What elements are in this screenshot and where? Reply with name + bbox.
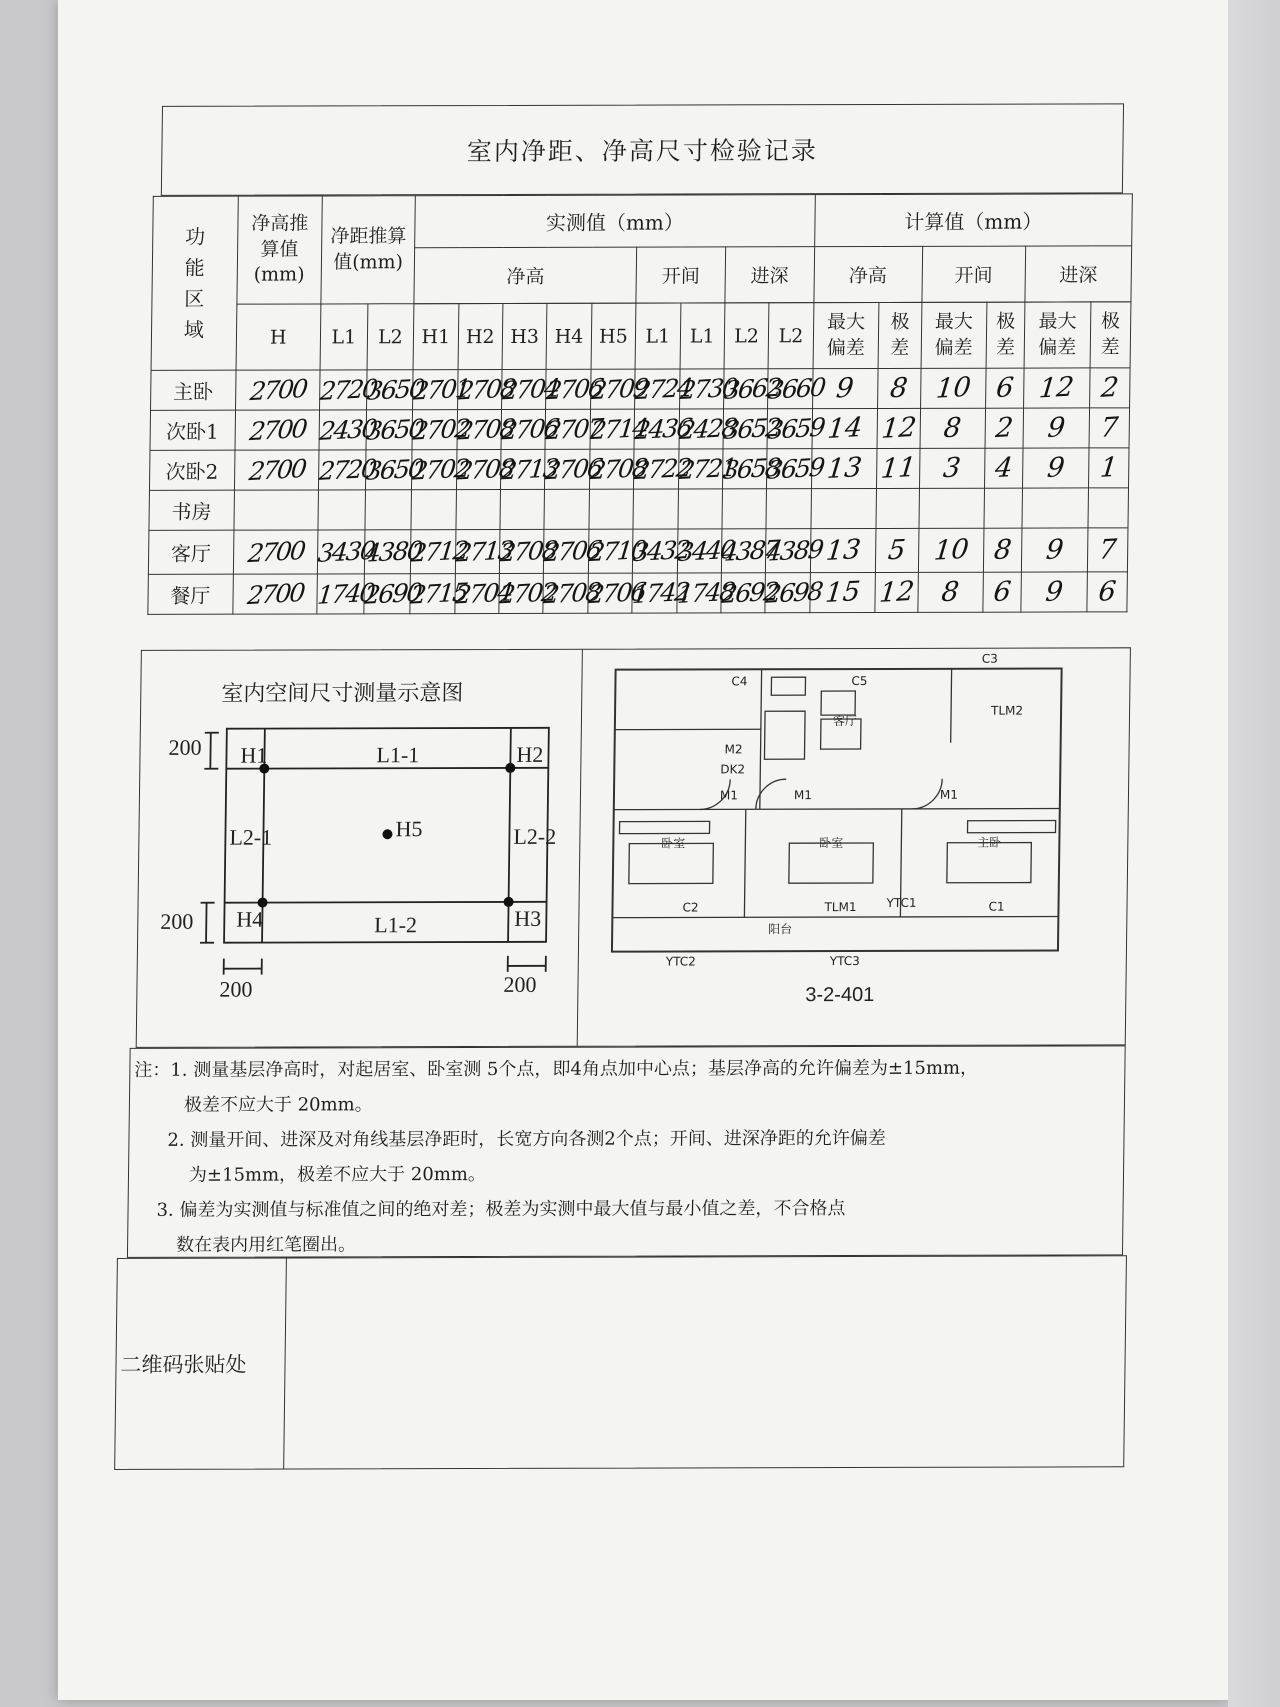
floor-plan-label: YTC1 <box>886 895 917 910</box>
calc-jinshen-header: 进深 <box>1025 246 1132 302</box>
calc-cell <box>1087 528 1128 572</box>
measured-kaijian-header: 开间 <box>636 247 726 303</box>
h1-label: H1 <box>240 742 268 768</box>
handwritten-value: 2709 <box>589 373 649 406</box>
handwritten-value: 2706 <box>544 373 604 406</box>
calc-jinggao-header: 净高 <box>814 246 923 302</box>
handwritten-value: 2700 <box>245 578 305 611</box>
handwritten-calc: 4 <box>993 452 1015 485</box>
handwritten-calc: 6 <box>991 576 1013 609</box>
calc-cell <box>1024 368 1090 408</box>
measured-cell <box>722 409 781 449</box>
measured-cell <box>588 409 648 449</box>
measured-cell <box>678 369 738 409</box>
h3-point <box>504 897 514 907</box>
h2-label: H2 <box>516 741 544 767</box>
dim-right-200: 200 <box>503 971 537 997</box>
l2-2-label: L2-2 <box>513 823 557 849</box>
floor-plan-caption: 3-2-401 <box>805 983 875 1007</box>
qr-code-area <box>114 1255 1127 1470</box>
handwritten-value: 2700 <box>248 374 308 407</box>
calc-cell <box>876 488 919 528</box>
handwritten-value: 2428 <box>677 412 737 445</box>
notes-section <box>127 1045 1126 1258</box>
handwritten-calc: 12 <box>879 412 918 445</box>
measured-cell <box>722 369 782 409</box>
handwritten-calc: 8 <box>888 372 910 405</box>
handwritten-value: 3659 <box>766 412 826 445</box>
background-surface <box>1228 0 1280 1707</box>
handwritten-value: 2715 <box>409 577 469 610</box>
handwritten-value: 2700 <box>246 536 305 569</box>
col-code-11: L2 <box>768 303 813 369</box>
handwritten-value: 3660 <box>766 372 826 405</box>
measurement-schematic <box>137 650 582 1049</box>
qr-label: 二维码张贴处 <box>120 1352 247 1377</box>
h2-point <box>505 763 515 773</box>
measured-cell <box>500 489 545 529</box>
col-code-3: H1 <box>413 304 458 370</box>
measured-cell <box>411 490 456 530</box>
measured-cell <box>633 409 693 449</box>
table-row <box>151 368 1131 411</box>
measured-cell <box>544 409 604 449</box>
handwritten-value: 2692 <box>719 576 779 609</box>
handwritten-calc: 9 <box>1045 452 1066 484</box>
floor-plan-label: 阳台 <box>768 922 793 937</box>
handwritten-value: 2700 <box>247 454 307 487</box>
handwritten-value: 2714 <box>588 413 648 446</box>
calc-cell <box>1088 488 1129 528</box>
calc-cell <box>918 528 984 572</box>
handwritten-value: 2706 <box>500 413 559 446</box>
handwritten-value: 2430 <box>318 413 378 446</box>
handwritten-calc: 10 <box>934 371 972 405</box>
calc-cell <box>919 448 985 488</box>
note-1-cont: 极差不应大于 20mm。 <box>183 1094 373 1116</box>
room-name: 次卧2 <box>149 450 234 490</box>
handwritten-calc: 6 <box>994 372 1016 405</box>
measured-cell <box>235 370 320 410</box>
measured-cell <box>589 489 634 529</box>
handwritten-value: 4389 <box>764 534 824 567</box>
handwritten-value: 2702 <box>411 413 471 446</box>
handwritten-value: 4380 <box>363 535 423 568</box>
calc-cell <box>985 408 1024 448</box>
table-row <box>150 408 1130 451</box>
calc-cell <box>985 448 1024 488</box>
measured-cell <box>544 369 604 409</box>
calc-kaijian-header: 开间 <box>921 246 1025 302</box>
measured-cell <box>589 369 649 409</box>
calc-cell <box>1089 368 1130 408</box>
handwritten-value: 2436 <box>633 413 693 446</box>
floor-plan-label: M2 <box>724 742 743 757</box>
floor-plan-label: TLM1 <box>824 900 857 915</box>
floor-plan-label: YTC2 <box>665 954 696 969</box>
room-name: 主卧 <box>151 370 236 410</box>
measured-cell <box>633 369 693 409</box>
handwritten-value: 4387 <box>720 534 780 567</box>
floor-plan-label: C2 <box>682 900 699 915</box>
l1-2-label: L1-2 <box>374 912 418 938</box>
calc-cell <box>1021 572 1087 612</box>
calc-cell <box>877 408 920 448</box>
note-1: 注：1. 测量基层净高时，对起居室、卧室测 5个点，即4角点加中心点；基层净高的允许偏差为±15mm， <box>134 1057 979 1081</box>
col-code-7: H5 <box>591 303 636 369</box>
measured-cell <box>409 574 469 614</box>
handwritten-calc: 10 <box>932 533 970 567</box>
handwritten-value: 3662 <box>722 372 782 405</box>
l2-1-label: L2-1 <box>229 824 273 850</box>
dim-bottom-200: 200 <box>160 908 194 934</box>
measured-cell <box>318 370 378 410</box>
range-header: 极差 <box>1090 302 1131 368</box>
measured-cell <box>318 490 365 530</box>
func-area-char: 功 <box>184 224 206 249</box>
range-header: 极差 <box>878 302 921 368</box>
handwritten-value: 2713 <box>499 453 559 486</box>
calc-cell <box>811 488 877 528</box>
table-row <box>149 448 1129 491</box>
measured-cell <box>316 574 376 614</box>
measured-cell <box>317 450 377 490</box>
calc-cell <box>986 368 1025 408</box>
calc-cell <box>877 448 920 488</box>
table-row <box>149 488 1129 531</box>
measured-cell <box>500 369 560 409</box>
h5-label: H5 <box>395 816 423 842</box>
handwritten-calc: 9 <box>1045 412 1067 444</box>
room-name: 餐厅 <box>148 574 233 614</box>
measured-cell <box>364 450 424 490</box>
floor-plan-label: M1 <box>719 788 739 803</box>
floor-plan-label: 客厅 <box>832 714 858 729</box>
floor-plan-label: TLM2 <box>990 703 1024 718</box>
measurement-table <box>147 193 1133 615</box>
col-code-6: H4 <box>546 303 591 369</box>
calculated-header: 计算值（mm） <box>814 194 1132 247</box>
measured-cell <box>766 489 811 529</box>
net-dist-est-header: 净距推算值(mm) <box>321 196 415 304</box>
handwritten-value: 3652 <box>722 412 781 445</box>
handwritten-value: 3650 <box>364 453 424 486</box>
measured-cell <box>632 449 692 489</box>
calc-cell <box>1087 572 1128 612</box>
floor-plan-label: C1 <box>988 899 1005 914</box>
measured-cell <box>586 573 646 613</box>
calc-cell <box>1089 408 1130 448</box>
floor-plan-label: C4 <box>731 674 748 689</box>
measured-cell <box>365 370 425 410</box>
measured-cell <box>453 573 513 613</box>
handwritten-calc: 11 <box>879 452 917 485</box>
handwritten-value: 1748 <box>675 576 735 609</box>
floor-plan-label: 卧室 <box>819 836 844 851</box>
measured-jinshen-header: 进深 <box>725 247 815 303</box>
handwritten-value: 2730 <box>678 372 738 405</box>
floor-plan-label: M1 <box>793 788 813 803</box>
col-code-1: L1 <box>320 304 367 370</box>
func-area-char: 域 <box>183 317 205 342</box>
handwritten-calc: 8 <box>992 534 1013 567</box>
handwritten-value: 2701 <box>411 373 471 406</box>
measured-cell <box>499 449 559 489</box>
col-code-9: L1 <box>680 303 725 369</box>
handwritten-value: 2713 <box>454 535 514 568</box>
measured-cell <box>677 449 737 489</box>
measured-cell <box>362 574 422 614</box>
handwritten-calc: 15 <box>823 576 862 609</box>
handwritten-value: 2710 <box>587 535 647 568</box>
measured-cell <box>410 450 470 490</box>
handwritten-calc: 12 <box>877 576 916 609</box>
calc-cell <box>878 368 921 408</box>
calc-cell <box>920 408 986 448</box>
handwritten-calc: 7 <box>1098 411 1120 444</box>
measured-cell <box>766 409 826 449</box>
handwritten-calc: 1 <box>1098 451 1119 484</box>
handwritten-calc: 13 <box>824 534 863 567</box>
handwritten-value: 2708 <box>455 413 515 446</box>
calc-cell <box>984 488 1023 528</box>
handwritten-value: 2704 <box>500 373 560 406</box>
handwritten-value: 2712 <box>409 535 469 568</box>
col-code-0: H <box>236 304 321 370</box>
handwritten-value: 2704 <box>453 577 513 610</box>
diagram-section <box>136 647 1131 1048</box>
measured-cell <box>456 369 516 409</box>
handwritten-value: 3432 <box>631 535 691 568</box>
func-area-char: 区 <box>184 286 205 311</box>
measured-cell <box>234 490 319 530</box>
handwritten-value: 2702 <box>497 577 557 610</box>
handwritten-calc: 9 <box>1044 534 1065 566</box>
floor-plan-label: M1 <box>939 787 959 802</box>
handwritten-value: 2702 <box>410 453 470 486</box>
handwritten-value: 2720 <box>317 453 377 486</box>
measured-cell <box>631 573 691 613</box>
measured-cell <box>364 410 424 450</box>
calc-cell <box>1022 488 1088 528</box>
measured-header: 实测值（mm） <box>415 195 815 248</box>
measured-cell <box>500 409 559 449</box>
l1-1-label: L1-1 <box>376 742 420 768</box>
handwritten-value: 2708 <box>455 453 515 486</box>
handwritten-calc: 8 <box>940 576 961 609</box>
measured-cell <box>722 489 767 529</box>
measured-cell <box>766 369 826 409</box>
column-code-row <box>151 302 1131 371</box>
handwritten-value: 2690 <box>362 577 422 610</box>
col-code-4: H2 <box>458 303 503 369</box>
calc-cell <box>983 528 1022 572</box>
handwritten-value: 3650 <box>364 413 424 446</box>
handwritten-value: 3650 <box>365 373 425 406</box>
calc-cell <box>1088 448 1129 488</box>
measured-cell <box>455 409 515 449</box>
floor-plan-label: 卧室 <box>661 836 686 851</box>
measured-cell <box>411 370 471 410</box>
measured-cell <box>588 449 648 489</box>
net-height-est-header: 净高推算值(mm) <box>236 196 322 304</box>
handwritten-calc: 8 <box>942 412 963 445</box>
measured-cell <box>235 410 320 450</box>
measured-cell <box>764 573 824 613</box>
measured-cell <box>675 573 735 613</box>
calc-cell <box>1022 528 1088 572</box>
measured-cell <box>765 449 825 489</box>
schematic-title: 室内空间尺寸测量示意图 <box>221 681 464 707</box>
calc-cell <box>1023 448 1089 488</box>
calc-cell <box>876 528 919 572</box>
dim-left-200: 200 <box>219 976 253 1002</box>
measured-cell <box>543 449 603 489</box>
handwritten-value: 2708 <box>588 453 648 486</box>
range-header: 极差 <box>986 302 1025 368</box>
handwritten-calc: 5 <box>886 534 908 567</box>
col-code-2: L2 <box>367 304 414 370</box>
handwritten-calc: 9 <box>835 372 856 405</box>
calc-cell <box>875 572 918 612</box>
calc-cell <box>918 488 984 528</box>
handwritten-value: 2700 <box>247 414 307 447</box>
measured-cell <box>721 449 781 489</box>
measured-cell <box>456 489 501 529</box>
handwritten-value: 2706 <box>586 577 646 610</box>
handwritten-value: 3659 <box>765 452 825 485</box>
max-dev-header: 最大偏差 <box>921 302 987 368</box>
handwritten-calc: 14 <box>825 412 864 445</box>
handwritten-calc: 3 <box>941 452 963 485</box>
measured-cell <box>411 410 471 450</box>
handwritten-calc: 7 <box>1097 533 1118 566</box>
h4-label: H4 <box>236 906 264 932</box>
inspection-form <box>94 103 1172 1508</box>
floor-plan-label: C3 <box>981 651 998 666</box>
func-area-header <box>151 196 238 370</box>
handwritten-value: 2708 <box>456 373 516 406</box>
handwritten-value: 2708 <box>542 577 602 610</box>
handwritten-value: 2708 <box>498 535 558 568</box>
handwritten-value: 2720 <box>318 373 378 406</box>
floor-plan-label: 主卧 <box>977 835 1002 850</box>
measured-cell <box>633 489 678 529</box>
max-dev-header: 最大偏差 <box>1024 302 1090 368</box>
measured-jinggao-header: 净高 <box>414 247 637 304</box>
func-area-char: 能 <box>184 255 205 280</box>
measured-cell <box>316 530 376 574</box>
table-row <box>148 528 1128 575</box>
h3-label: H3 <box>514 905 542 931</box>
calc-cell <box>917 572 983 612</box>
handwritten-value: 2722 <box>632 453 692 486</box>
handwritten-value: 2724 <box>633 373 693 406</box>
measured-cell <box>233 530 318 574</box>
handwritten-value: 2721 <box>677 452 737 485</box>
h5-point <box>382 829 392 839</box>
calc-cell <box>1023 408 1089 448</box>
floor-plan <box>577 648 1132 1047</box>
floor-plan-label: DK2 <box>720 762 746 777</box>
measured-cell <box>544 489 589 529</box>
handwritten-value: 1742 <box>631 577 691 610</box>
handwritten-value: 3440 <box>676 534 735 567</box>
measured-cell <box>677 409 737 449</box>
room-name: 客厅 <box>148 530 233 574</box>
handwritten-calc: 13 <box>825 452 864 485</box>
max-dev-header: 最大偏差 <box>813 302 879 368</box>
note-3: 3. 偏差为实测值与标准值之间的绝对差；极差为实测中最大值与最小值之差，不合格点 <box>156 1198 846 1222</box>
measured-cell <box>232 574 317 614</box>
form-title: 室内净距、净高尺寸检验记录 <box>161 103 1124 196</box>
measured-cell <box>497 573 557 613</box>
dim-top-200: 200 <box>168 734 202 760</box>
handwritten-calc: 2 <box>1099 371 1120 404</box>
floor-plan-label: YTC3 <box>829 954 860 969</box>
handwritten-value: 3430 <box>316 535 376 568</box>
room-name: 书房 <box>149 490 234 530</box>
col-code-5: H3 <box>502 303 547 369</box>
note-2: 2. 测量开间、进深及对角线基层净距时，长宽方向各测2个点；开间、进深净距的允许偏差 <box>167 1128 886 1152</box>
measured-cell <box>455 449 515 489</box>
measured-cell <box>542 573 602 613</box>
handwritten-calc: 12 <box>1037 371 1076 405</box>
handwritten-value: 2706 <box>542 535 602 568</box>
measured-cell <box>234 450 319 490</box>
handwritten-value: 1740 <box>316 577 376 610</box>
handwritten-value: 2706 <box>543 453 603 486</box>
handwritten-value: 3658 <box>721 452 781 485</box>
handwritten-calc: 2 <box>994 412 1015 445</box>
table-row <box>148 572 1128 615</box>
handwritten-value: 2698 <box>764 576 824 609</box>
handwritten-calc: 6 <box>1096 575 1118 608</box>
measured-cell <box>677 489 722 529</box>
col-code-10: L2 <box>724 303 769 369</box>
calc-cell <box>920 368 986 408</box>
measured-cell <box>318 410 378 450</box>
room-name: 次卧1 <box>150 410 235 450</box>
note-2-cont: 为±15mm，极差不应大于 20mm。 <box>188 1164 487 1187</box>
measured-cell <box>365 490 412 530</box>
note-3-cont: 数在表内用红笔圈出。 <box>175 1234 357 1257</box>
measured-cell <box>719 573 779 613</box>
calc-cell <box>983 572 1022 612</box>
handwritten-calc: 9 <box>1043 576 1065 608</box>
floor-plan-label: C5 <box>851 674 868 689</box>
col-code-8: L1 <box>635 303 680 369</box>
handwritten-value: 2707 <box>544 413 604 446</box>
